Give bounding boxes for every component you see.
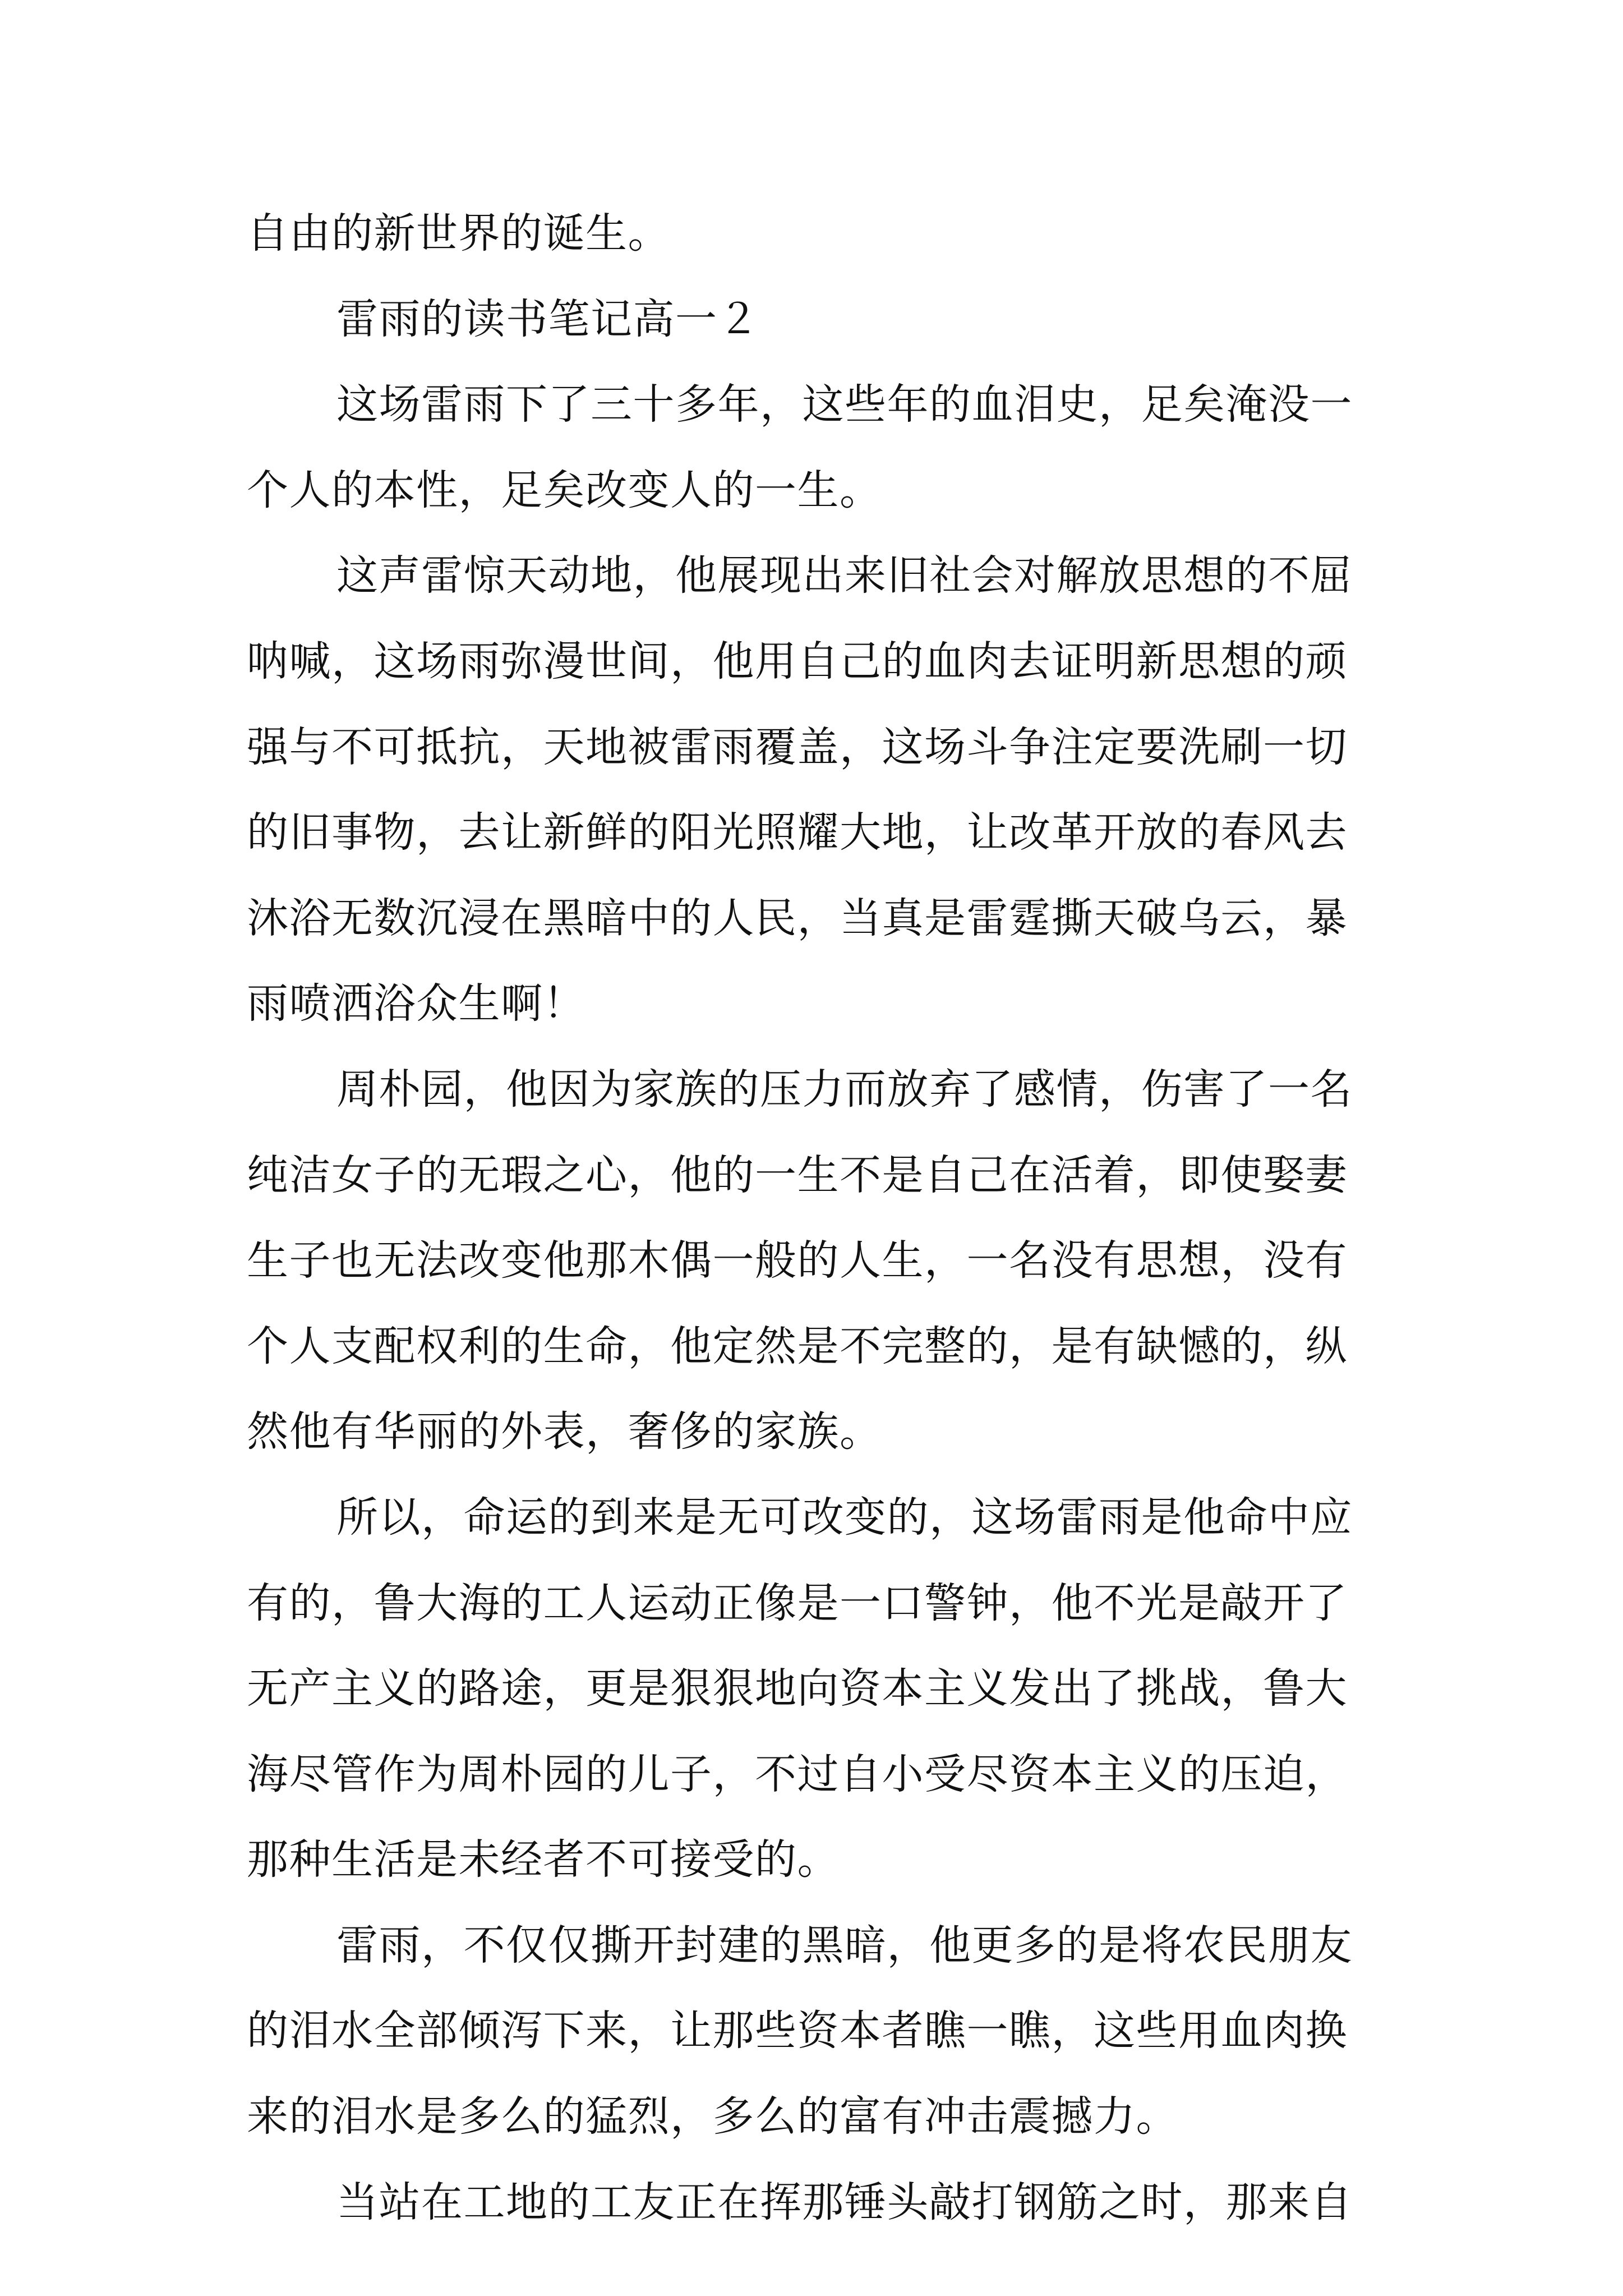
text-line: 雨喷洒浴众生啊！ <box>247 979 585 1028</box>
text-line: 自由的新世界的诞生。 <box>247 209 670 257</box>
text-line: 周朴园，他因为家族的压力而放弃了感情，伤害了一名 <box>336 1065 1353 1114</box>
text-line: 沐浴无数沉浸在黑暗中的人民，当真是雷霆撕天破乌云，暴 <box>247 894 1348 942</box>
text-line: 个人的本性，足矣改变人的一生。 <box>247 466 882 514</box>
text-line: 生子也无法改变他那木偶一般的人生，一名没有思想，没有 <box>247 1236 1348 1285</box>
text-line: 有的，鲁大海的工人运动正像是一口警钟，他不光是敲开了 <box>247 1579 1348 1627</box>
text-line: 来的泪水是多么的猛烈，多么的富有冲击震撼力。 <box>247 2092 1178 2141</box>
text-line: 纯洁女子的无瑕之心，他的一生不是自己在活着，即使娶妻 <box>247 1151 1348 1199</box>
text-line: 那种生活是未经者不可接受的。 <box>247 1835 840 1884</box>
text-line: 个人支配权利的生命，他定然是不完整的，是有缺憾的，纵 <box>247 1322 1348 1370</box>
text-line: 雷雨，不仅仅撕开封建的黑暗，他更多的是将农民朋友 <box>336 1921 1353 1970</box>
text-line: 当站在工地的工友正在挥那锤头敲打钢筋之时，那来自 <box>336 2178 1353 2226</box>
text-line: 海尽管作为周朴园的儿子，不过自小受尽资本主义的压迫， <box>247 1750 1348 1798</box>
text-line: 的泪水全部倾泻下来，让那些资本者瞧一瞧，这些用血肉换 <box>247 2007 1348 2055</box>
text-line: 所以，命运的到来是无可改变的，这场雷雨是他命中应 <box>336 1493 1353 1542</box>
text-line: 呐喊，这场雨弥漫世间，他用自己的血肉去证明新思想的顽 <box>247 637 1348 685</box>
text-line: 这场雷雨下了三十多年，这些年的血泪史，足矣淹没一 <box>336 380 1353 429</box>
text-line: 这声雷惊天动地，他展现出来旧社会对解放思想的不屈 <box>336 551 1353 600</box>
text-line: 强与不可抵抗，天地被雷雨覆盖，这场斗争注定要洗刷一切 <box>247 723 1348 771</box>
document-body <box>247 191 1380 2245</box>
text-line: 然他有华丽的外表，奢侈的家族。 <box>247 1407 882 1456</box>
section-heading: 雷雨的读书笔记高一２ <box>336 295 760 343</box>
text-line: 的旧事物，去让新鲜的阳光照耀大地，让改革开放的春风去 <box>247 808 1348 857</box>
text-line: 无产主义的路途，更是狠狠地向资本主义发出了挑战，鲁大 <box>247 1664 1348 1713</box>
